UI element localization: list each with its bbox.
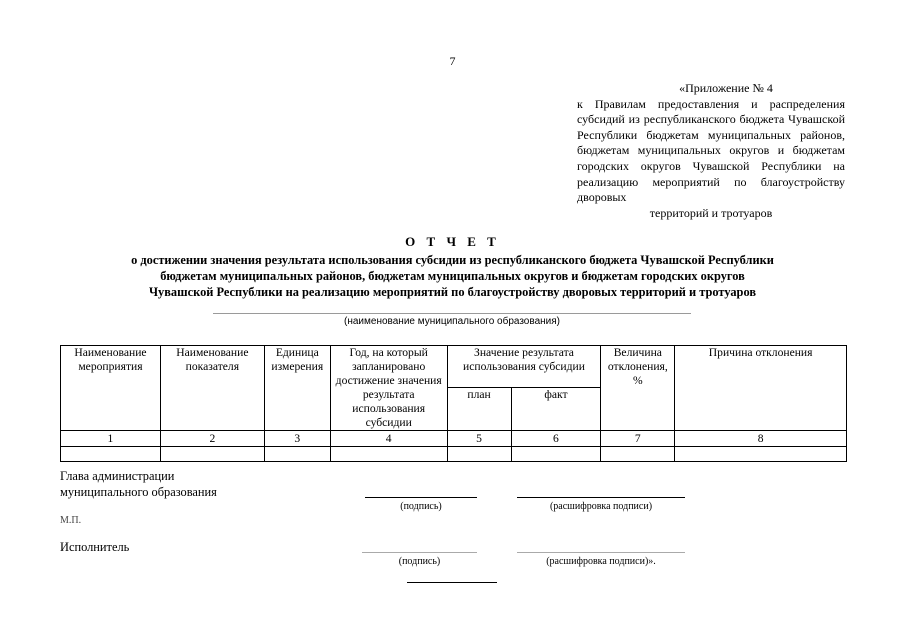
report-subtitle	[60, 252, 845, 300]
head-signature-caption: (подпись)	[400, 501, 442, 512]
report-subtitle-line-2: бюджетам муниципальных районов, бюджетам муниципальных округов и бюджетам городских округов	[160, 269, 745, 283]
header-fact: факт	[511, 388, 601, 431]
head-title-line-2: муниципального образования	[60, 485, 217, 499]
col-number: 7	[601, 431, 675, 447]
stamp-placeholder: М.П.	[60, 515, 82, 526]
table-cell	[447, 447, 511, 462]
table-cell	[601, 447, 675, 462]
municipality-caption: (наименование муниципального образования)	[344, 316, 560, 327]
header-unit: Единица измерения	[264, 346, 330, 431]
header-result-value: Значение результата использования субсидии	[447, 346, 601, 388]
executor-label: Исполнитель	[60, 540, 130, 554]
table-cell	[61, 447, 161, 462]
table-cell	[675, 447, 847, 462]
table-number-row	[61, 431, 847, 447]
appendix-title: «Приложение № 4	[679, 81, 773, 95]
col-number: 2	[160, 431, 264, 447]
head-decode-caption: (расшифровка подписи)	[549, 501, 653, 512]
header-deviation: Величина отклонения, %	[601, 346, 675, 431]
appendix-block	[577, 81, 845, 221]
head-decode-line	[517, 497, 685, 498]
col-number: 3	[264, 431, 330, 447]
report-subtitle-line-3: Чувашской Республики на реализацию мероприятий по благоустройству дворовых территорий и тротуаров	[148, 285, 757, 299]
table-cell	[264, 447, 330, 462]
municipality-line	[213, 313, 691, 314]
executor-decode-line	[517, 552, 685, 553]
table-header-row	[61, 346, 847, 388]
appendix-last-line: территорий и тротуаров	[649, 205, 773, 220]
report-title: О Т Ч Е Т	[405, 234, 500, 249]
header-year: Год, на который запланировано достижение значения результата использования субсидии	[330, 346, 447, 431]
appendix-body: к Правилам предоставления и распределения субсидий из республиканского бюджета Чувашской Республики бюджетам муниципальных районов, бюджетам муниципальных округов и бюджетам городских округов Чувашской Республики на реализацию мероприятий по благоустройству дворовых	[577, 96, 845, 205]
col-number: 5	[447, 431, 511, 447]
table-cell	[330, 447, 447, 462]
executor-decode-caption: (расшифровка подписи)».	[546, 556, 656, 567]
report-subtitle-line-1: о достижении значения результата использования субсидии из республиканского бюджета Чувашской Республики	[131, 253, 774, 267]
col-number: 6	[511, 431, 601, 447]
page-number: 7	[449, 54, 456, 68]
col-number: 1	[61, 431, 161, 447]
executor-signature-caption: (подпись)	[398, 556, 441, 567]
col-number: 4	[330, 431, 447, 447]
header-activity: Наименование мероприятия	[61, 346, 161, 431]
col-number: 8	[675, 431, 847, 447]
header-plan: план	[447, 388, 511, 431]
document-end-line	[407, 582, 497, 583]
head-title-line-1: Глава администрации	[60, 469, 175, 483]
table-cell	[511, 447, 601, 462]
report-table	[60, 345, 847, 462]
table-cell	[160, 447, 264, 462]
executor-signature-line	[362, 552, 477, 553]
table-row	[61, 447, 847, 462]
header-indicator: Наименование показателя	[160, 346, 264, 431]
head-signature-line	[365, 497, 477, 498]
header-reason: Причина отклонения	[675, 346, 847, 431]
